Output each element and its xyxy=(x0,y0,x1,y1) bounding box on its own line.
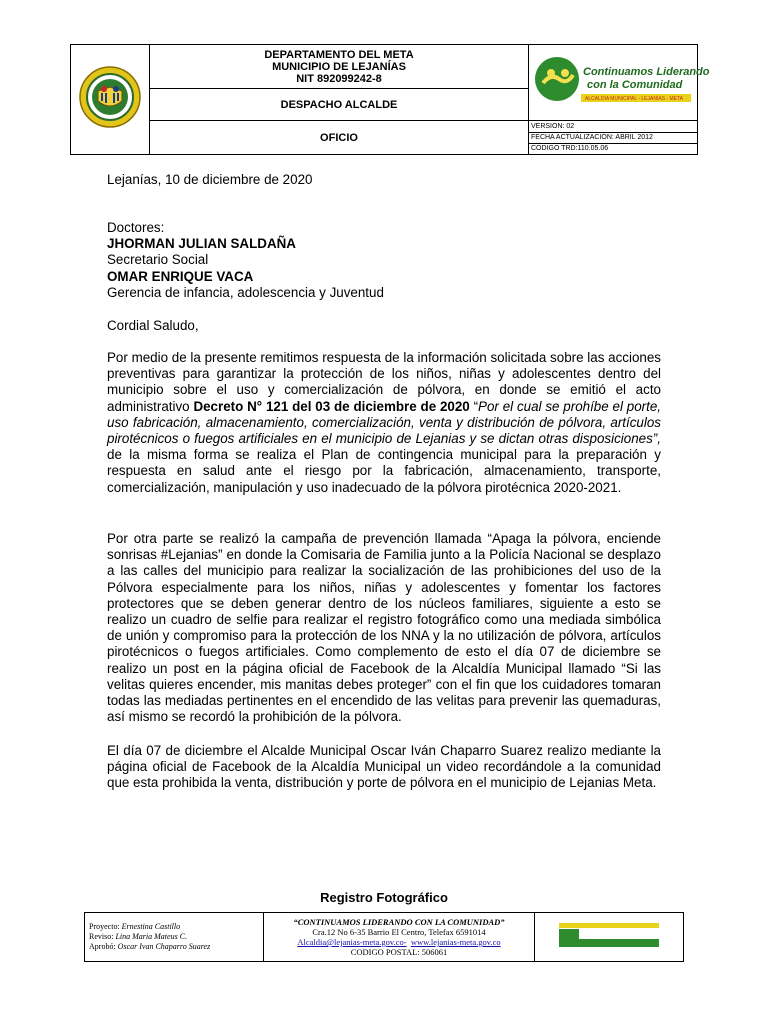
campaign-logo-icon xyxy=(529,45,710,115)
municipality-name: MUNICIPIO DE LEJANÍAS xyxy=(272,60,406,73)
footer-aprobo xyxy=(89,942,259,952)
aprobo-label: Aprobó: xyxy=(89,942,118,951)
doc-code: CODIGO TRD:110.05.06 xyxy=(531,144,609,152)
footer-contact-cell xyxy=(264,913,535,962)
footer-postal: CODIGO POSTAL: 506061 xyxy=(350,947,448,957)
p1-text-c: de la misma forma se realiza el Plan de contingencia municipal para la preparación y respuesta en salud ante el riesgo por la fabricación, almacenamiento, transporte, comercialización, manipulación y uso inadecuado de la pólvora pirotécnica 2020-2021. xyxy=(107,447,661,495)
logo-slogan-line1: Continuamos Liderando xyxy=(583,66,710,78)
paragraph-3: El día 07 de diciembre el Alcalde Municipal Oscar Iván Chaparro Suarez realizo mediante la página oficial de Facebook de la Alcaldía Municipal un video recordándole a la comunidad que esta prohibida la venta, distribución y porte de pólvora en el municipio de Lejanias Meta. xyxy=(107,743,661,791)
proyecto-label: Proyecto: xyxy=(89,922,122,931)
decree-title: Por el cual se prohíbe el porte, uso fabricación, almacenamiento, comercialización, venta y distribución de pólvora, artículos pirotécnicos o fuegos artificiales en el municipio de Lejanias y se dictan otras disposiciones”, xyxy=(107,398,662,447)
recipients-block xyxy=(107,220,661,301)
p1-text-a: Por medio de la presente remitimos respuesta de la información solicitada sobre las acciones preventivas para garantizar la protección de los niños, niñas y adolescentes dentro del municipio sobre el uso y comercialización de pólvora, en donde se emitió el acto administrativo xyxy=(107,350,661,414)
office-name: DESPACHO ALCALDE xyxy=(280,98,398,111)
doc-meta-cell xyxy=(529,121,698,155)
greeting: Cordial Saludo, xyxy=(107,318,199,333)
office-cell xyxy=(150,89,529,121)
logo-slogan-line2: con la Comunidad xyxy=(587,79,683,91)
footer-logo-cell xyxy=(535,913,684,962)
footer-email-link[interactable]: Alcaldia@lejanias-meta.gov.co- xyxy=(297,937,407,947)
logo-subline: ALCALDÍA MUNICIPAL - LEJANÍAS - META xyxy=(585,96,683,102)
proyecto-name: Ernestina Castillo xyxy=(121,922,181,931)
reviso-label: Reviso: xyxy=(89,932,116,941)
campaign-logo-cell xyxy=(529,45,710,121)
paragraph-1 xyxy=(107,350,661,496)
recipient2-title: Gerencia de infancia, adolescencia y Juventud xyxy=(107,284,384,300)
paragraph-2: Por otra parte se realizó la campaña de prevención llamada “Apaga la pólvora, enciende sonrisas #Lejanias” en donde la Comisaria de Familia junto a la Policía Nacional se desplazo a las calles del municipio para realizar la socialización de las prohibiciones del uso de la Pólvora especialmente para los niños, niñas y adolescentes y fomentar los factores protectores que se deben generar dentro de los núcleos familiares, siguiente a esto se realizo un cuadro de selfie para realizar el registro fotográfico como una mediada simbólica de unión y compromiso para la protección de los NNA y la no utilización de pólvora, artículos pirotécnicos o fuegos artificiales. Como complemento de esto el día 07 de diciembre se realizo un post en la página oficial de Facebook de la Alcaldía Municipal llamado “Si las velitas quieres encender, mis manitas debes proteger” con el fin que los cuidadores tomaran todas las mediadas pertinentes en el encendido de las velitas para prevenir las quemaduras, así mismo se recordó la prohibición de la pólvora. xyxy=(107,531,661,725)
footer-stripes-logo-icon xyxy=(557,917,661,953)
footer-table xyxy=(84,912,684,962)
recipient1-name: JHORMAN JULIAN SALDAÑA xyxy=(107,236,296,252)
recipient2-name: OMAR ENRIQUE VACA xyxy=(107,268,254,284)
doc-updated: FECHA ACTUALIZACIÓN: ABRIL 2012 xyxy=(529,133,697,144)
photo-record-title: Registro Fotográfico xyxy=(320,890,448,905)
aprobo-name: Oscar Ivan Chaparro Suarez xyxy=(117,942,211,951)
municipal-seal-icon xyxy=(78,65,142,129)
decree-reference: Decreto N° 121 del 03 de diciembre de 2020 xyxy=(193,398,470,414)
p1-text-b: “ xyxy=(469,398,479,414)
letterhead-table xyxy=(70,44,710,155)
doc-type: OFICIO xyxy=(320,131,358,144)
department-header-cell xyxy=(150,45,529,89)
letter-date: Lejanías, 10 de diciembre de 2020 xyxy=(107,172,313,187)
footer-reviso xyxy=(89,932,259,942)
footer-links xyxy=(268,937,530,947)
doc-type-cell xyxy=(150,121,529,155)
municipal-seal-cell xyxy=(71,45,150,155)
footer-approvals-cell xyxy=(85,913,264,962)
footer-slogan: “CONTINUAMOS LIDERANDO CON LA COMUNIDAD” xyxy=(293,917,505,927)
department-name: DEPARTAMENTO DEL META xyxy=(264,48,414,61)
salutation-to: Doctores: xyxy=(107,220,165,235)
nit-number: NIT 892099242-8 xyxy=(296,72,382,85)
recipient1-title: Secretario Social xyxy=(107,252,209,268)
doc-version: VERSION: 02 xyxy=(529,122,697,133)
footer-web-link[interactable]: www.lejanias-meta.gov.co xyxy=(410,937,501,947)
footer-address: Cra.12 No 6-35 Barrio El Centro, Telefax 6591014 xyxy=(312,927,486,937)
reviso-name: Lina Maria Mateus C. xyxy=(115,932,188,941)
footer-proyecto xyxy=(89,922,259,932)
